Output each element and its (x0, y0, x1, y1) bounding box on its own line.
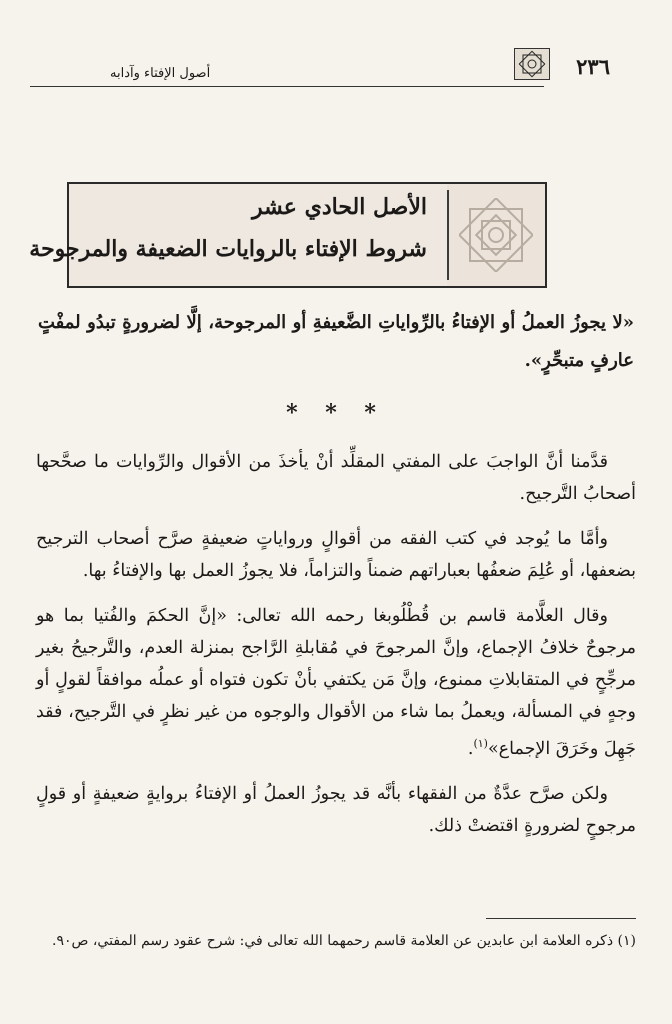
ornament-panel (447, 184, 545, 286)
section-divider: * * * (286, 400, 386, 426)
section-title-box (29, 182, 547, 288)
geometric-ornament-icon (514, 48, 550, 80)
principle-statement: «لا يجوزُ العملُ أو الإفتاءُ بالرِّواياتِ الضَّعيفةِ أو المرجوحة، إلَّا لضرورةٍ تبدُو لمفْتٍ عارفٍ متبحِّرٍ». (38, 312, 634, 371)
footnote-marker: (١) (473, 737, 488, 750)
running-header (30, 44, 624, 86)
running-title: أصول الإفتاء وآدابه (110, 66, 211, 81)
header-rule (30, 86, 544, 87)
footnote: (١) ذكره العلامة ابن عابدين عن العلامة قاسم رحمهما الله تعالى في: شرح عقود رسم المفتي، ص٩٠. (52, 933, 636, 949)
paragraph-end: . (467, 738, 474, 759)
star-ornament-icon (459, 198, 533, 272)
section-subtitle: شروط الإفتاء بالروايات الضعيفة والمرجوحة (29, 236, 427, 262)
body-text (36, 446, 636, 855)
section-title: الأصل الحادي عشر (252, 194, 427, 220)
paragraph (36, 600, 636, 765)
quote-text: وقال العلَّامة قاسم بن قُطْلُوبغا رحمه الله تعالى: «إنَّ الحكمَ والفُتيا بما هو مرجوحٌ خلافُ الإجماع، وإنَّ المرجوحَ في مُقابلةِ الرَّاجح بمنزلة العدم، والتَّرجيحُ بغير مرجِّحٍ في المتقابلاتِ ممنوع، وإنَّ مَن يكتفي بأنْ تكون فتواه أو عملُه موافقاً لقولٍ أو وجهٍ في المسألة، ويعملُ بما شاء من الأقوال والوجوه من غير نظرٍ في التَّرجيح، فقد جَهِلَ وخَرَقَ الإجماع» (36, 606, 636, 759)
title-divider (447, 190, 449, 280)
paragraph: قدَّمنا أنَّ الواجبَ على المفتي المقلِّد أنْ يأخذَ من الأقوال والرِّوايات ما صحَّحها أصحابُ التَّرجيح. (36, 452, 636, 504)
paragraph: ولكن صرَّح عدَّةٌ من الفقهاء بأنَّه قد يجوزُ العملُ أو الإفتاءُ بروايةٍ ضعيفةٍ أو قولٍ مرجوحٍ لضرورةٍ اقتضتْ ذلك. (36, 783, 636, 836)
page-number: ٢٣٦ (576, 54, 610, 79)
paragraph: وأمَّا ما يُوجد في كتب الفقه من أقوالٍ ورواياتٍ ضعيفةٍ صرَّح أصحاب الترجيح بضعفها، أو عُلِمَ ضعفُها بعباراتهم ضمناً والتزاماً، فلا يجوزُ العمل بها والإفتاءُ بها. (36, 529, 636, 581)
footnote-rule (486, 918, 636, 919)
